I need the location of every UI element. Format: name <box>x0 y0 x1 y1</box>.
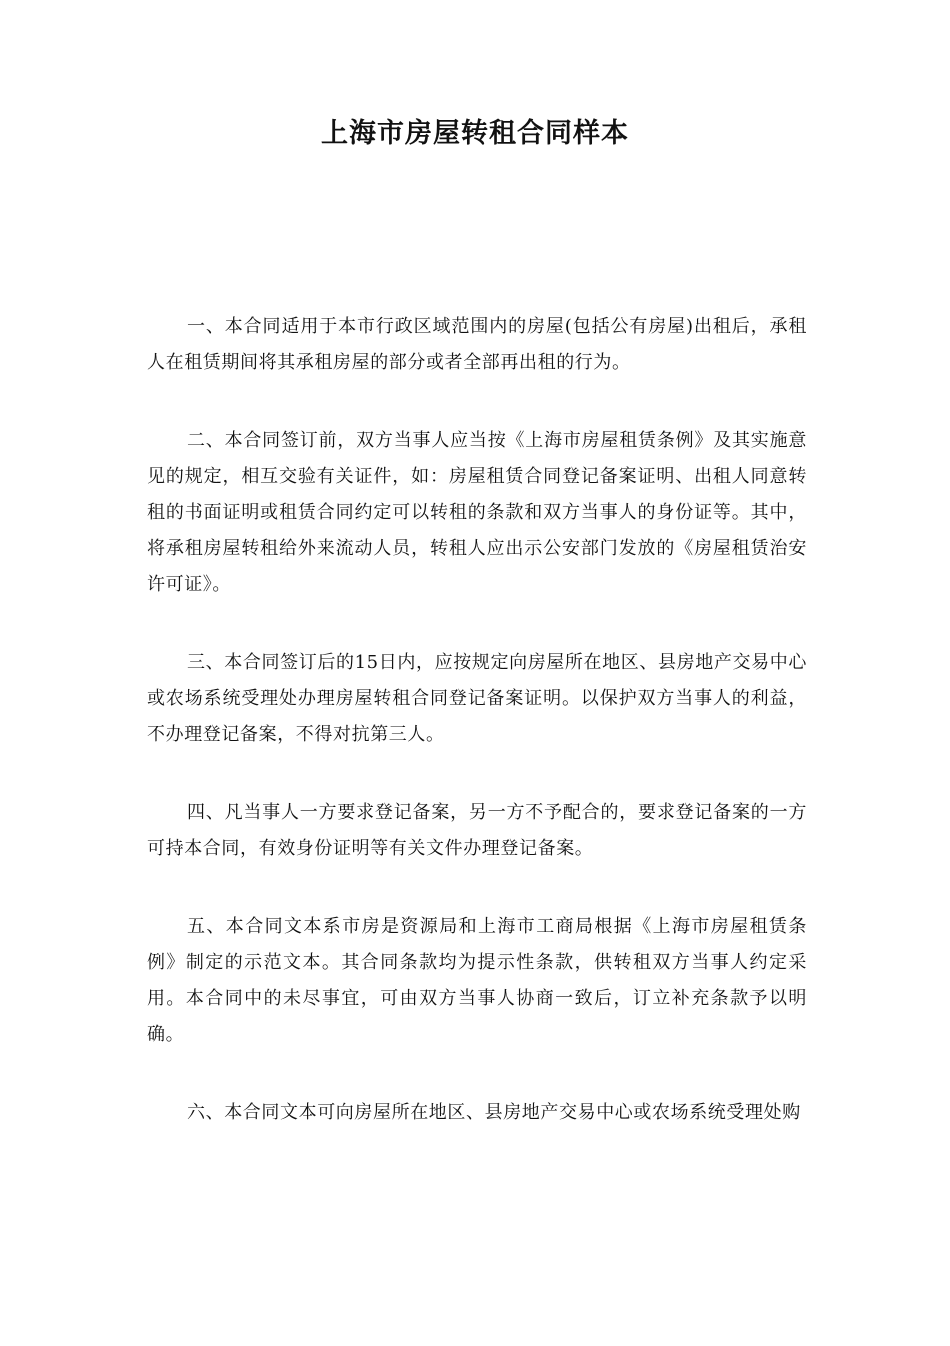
paragraph-3: 三、本合同签订后的15日内，应按规定向房屋所在地区、县房地产交易中心或农场系统受理处办理房屋转租合同登记备案证明。以保护双方当事人的利益，不办理登记备案，不得对抗第三人。 <box>147 652 807 745</box>
document-body <box>147 309 807 1173</box>
paragraph-4: 四、凡当事人一方要求登记备案，另一方不予配合的，要求登记备案的一方可持本合同，有效身份证明等有关文件办理登记备案。 <box>147 802 807 859</box>
paragraph-1: 一、本合同适用于本市行政区域范围内的房屋(包括公有房屋)出租后，承租人在租赁期间将其承租房屋的部分或者全部再出租的行为。 <box>147 316 807 373</box>
paragraph-2: 二、本合同签订前，双方当事人应当按《上海市房屋租赁条例》及其实施意见的规定，相互交验有关证件，如：房屋租赁合同登记备案证明、出租人同意转租的书面证明或租赁合同约定可以转租的条款和双方当事人的身份证等。其中，将承租房屋转租给外来流动人员，转租人应出示公安部门发放的《房屋租赁治安许可证》。 <box>147 430 807 595</box>
paragraph-5: 五、本合同文本系市房是资源局和上海市工商局根据《上海市房屋租赁条例》制定的示范文本。其合同条款均为提示性条款，供转租双方当事人约定采用。本合同中的未尽事宜，可由双方当事人协商一致后，订立补充条款予以明确。 <box>147 916 807 1045</box>
paragraph-6: 六、本合同文本可向房屋所在地区、县房地产交易中心或农场系统受理处购 <box>187 1102 801 1123</box>
document-title: 上海市房屋转租合同样本 <box>321 118 629 149</box>
